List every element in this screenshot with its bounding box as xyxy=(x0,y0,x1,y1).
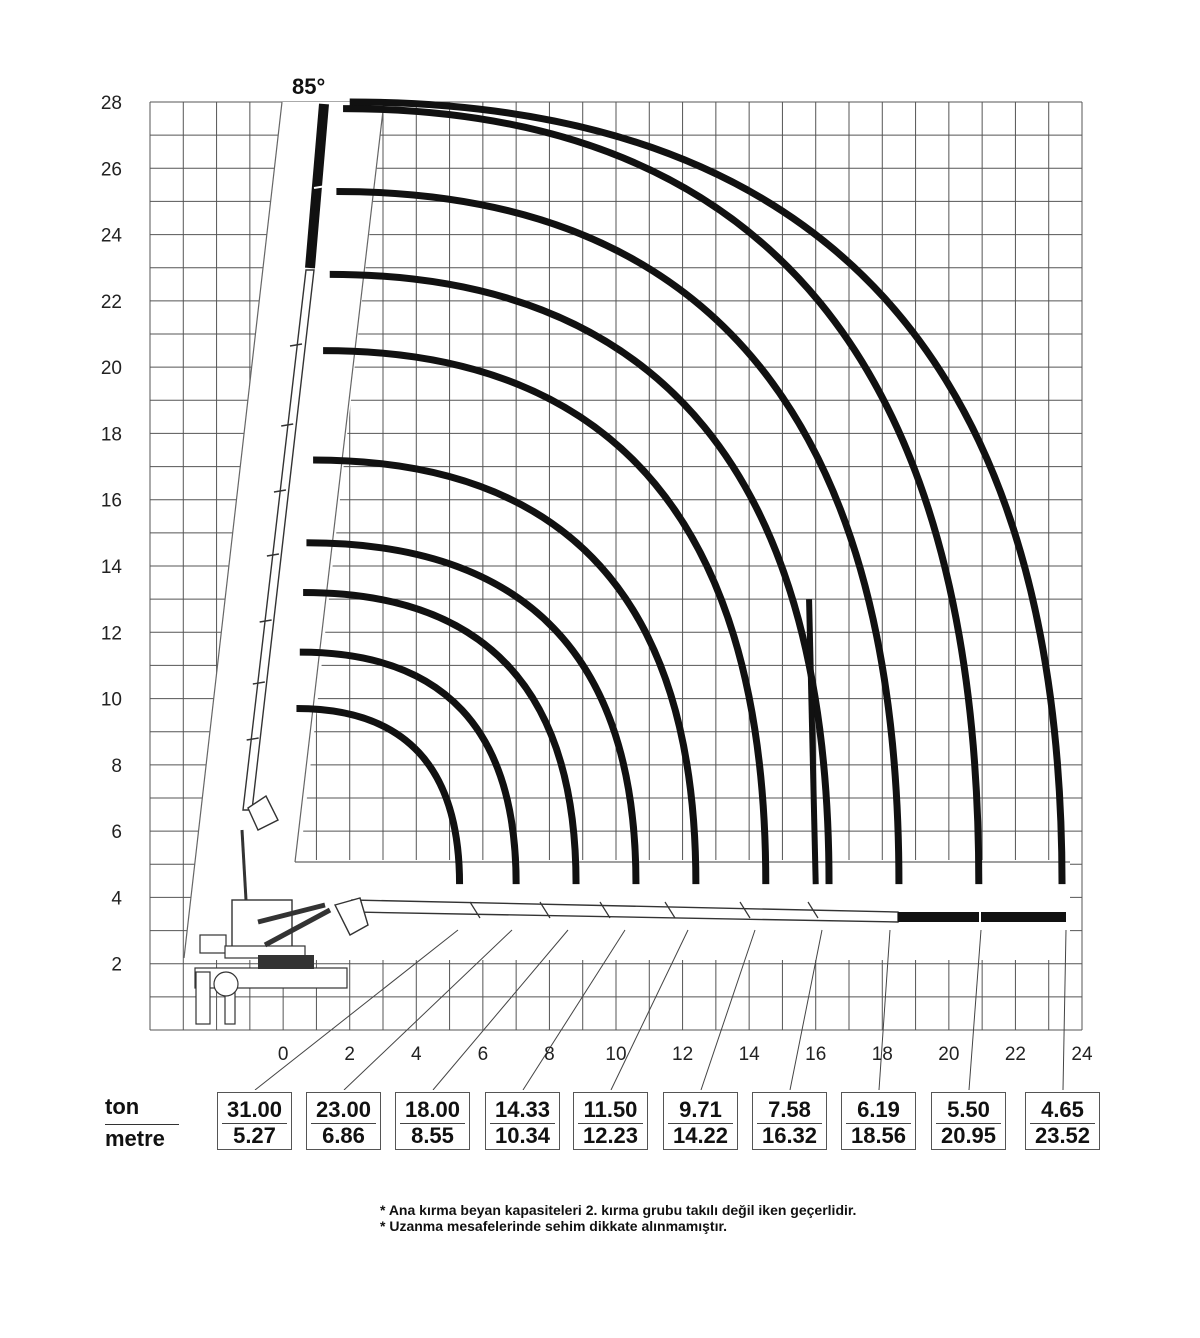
x-tick-label: 10 xyxy=(605,1044,627,1065)
x-tick-label: 0 xyxy=(277,1044,289,1065)
y-tick-label: 14 xyxy=(100,557,122,578)
y-tick-label: 10 xyxy=(100,689,122,711)
x-tick-label: 12 xyxy=(672,1044,694,1065)
y-tick-label: 8 xyxy=(111,755,122,777)
x-tick-label: 20 xyxy=(938,1044,960,1065)
y-tick-label: 12 xyxy=(100,623,122,645)
x-tick-label: 14 xyxy=(738,1044,760,1065)
capacity-cell xyxy=(573,1092,648,1150)
x-tick-label: 24 xyxy=(1071,1044,1093,1065)
capacity-ton: 4.65 xyxy=(1041,1097,1084,1122)
capacity-cell xyxy=(663,1092,738,1150)
capacity-metre: 23.52 xyxy=(1034,1123,1091,1148)
y-tick-label: 18 xyxy=(100,424,122,446)
capacity-cell xyxy=(395,1092,470,1150)
capacity-ton: 5.50 xyxy=(947,1097,990,1122)
capacity-ton: 31.00 xyxy=(226,1097,283,1122)
capacity-ton: 23.00 xyxy=(315,1097,372,1122)
capacity-cell xyxy=(306,1092,381,1150)
footnotes xyxy=(380,1202,856,1234)
capacity-ton: 18.00 xyxy=(404,1097,461,1122)
y-tick-label: 2 xyxy=(111,954,122,976)
slew-ring xyxy=(214,972,238,996)
x-tick-label: 4 xyxy=(410,1044,422,1065)
reach-arc xyxy=(296,709,459,885)
capacity-metre: 5.27 xyxy=(233,1123,276,1148)
capacity-metre: 6.86 xyxy=(322,1123,365,1148)
capacity-cell xyxy=(1025,1092,1100,1150)
y-tick-label: 28 xyxy=(100,93,122,114)
capacity-metre: 10.34 xyxy=(494,1123,551,1148)
y-tick-label: 6 xyxy=(111,822,122,844)
y-tick-label: 26 xyxy=(100,159,122,181)
capacity-table xyxy=(0,1092,1200,1154)
capacity-metre: 18.56 xyxy=(850,1123,907,1148)
stabilizer-leg xyxy=(225,992,235,1024)
capacity-cell xyxy=(841,1092,916,1150)
capacity-metre: 16.32 xyxy=(761,1123,818,1148)
capacity-ton: 6.19 xyxy=(857,1097,900,1122)
reach-arc-foldback xyxy=(809,599,816,884)
capacity-cell xyxy=(752,1092,827,1150)
capacity-ton: 7.58 xyxy=(768,1097,811,1122)
crane-turret xyxy=(232,900,292,950)
capacity-metre: 14.22 xyxy=(672,1123,729,1148)
capacity-metre: 12.23 xyxy=(582,1123,639,1148)
reach-arc xyxy=(330,274,829,884)
y-tick-label: 16 xyxy=(100,490,122,512)
capacity-cell xyxy=(217,1092,292,1150)
capacity-cell xyxy=(931,1092,1006,1150)
footnote-2: * Uzanma mesafelerinde sehim dikkate alınmamıştır. xyxy=(380,1218,728,1234)
x-tick-label: 18 xyxy=(871,1044,893,1065)
reach-arc xyxy=(300,652,516,884)
reach-arc xyxy=(313,460,696,884)
x-tick-label: 8 xyxy=(544,1044,555,1065)
label-divider xyxy=(105,1124,179,1125)
metre-row-label: metre xyxy=(105,1126,165,1151)
ton-row-label: ton xyxy=(105,1094,140,1119)
x-tick-label: 6 xyxy=(477,1044,489,1065)
capacity-metre: 20.95 xyxy=(940,1123,997,1148)
x-tick-label: 2 xyxy=(344,1044,356,1065)
capacity-ton: 9.71 xyxy=(679,1097,722,1122)
capacity-metre: 8.55 xyxy=(411,1123,454,1148)
reach-arcs xyxy=(296,102,1062,884)
x-tick-label: 16 xyxy=(805,1044,827,1065)
capacity-ton: 11.50 xyxy=(583,1097,638,1122)
control-box xyxy=(200,935,226,953)
crane-foot xyxy=(258,955,314,969)
capacity-ton: 14.33 xyxy=(494,1097,551,1122)
y-tick-label: 4 xyxy=(111,888,122,910)
reach-arc xyxy=(350,102,1062,884)
y-tick-label: 22 xyxy=(100,291,122,313)
y-tick-label: 24 xyxy=(100,225,122,247)
x-tick-label: 22 xyxy=(1004,1044,1026,1065)
boom-angle-label: 85° xyxy=(292,74,326,99)
stabilizer-leg xyxy=(196,972,210,1024)
capacity-cell xyxy=(485,1092,560,1150)
reach-arc xyxy=(303,593,576,885)
footnote-1: * Ana kırma beyan kapasiteleri 2. kırma grubu takılı değil iken geçerlidir. xyxy=(380,1202,857,1218)
y-tick-label: 20 xyxy=(100,358,122,380)
